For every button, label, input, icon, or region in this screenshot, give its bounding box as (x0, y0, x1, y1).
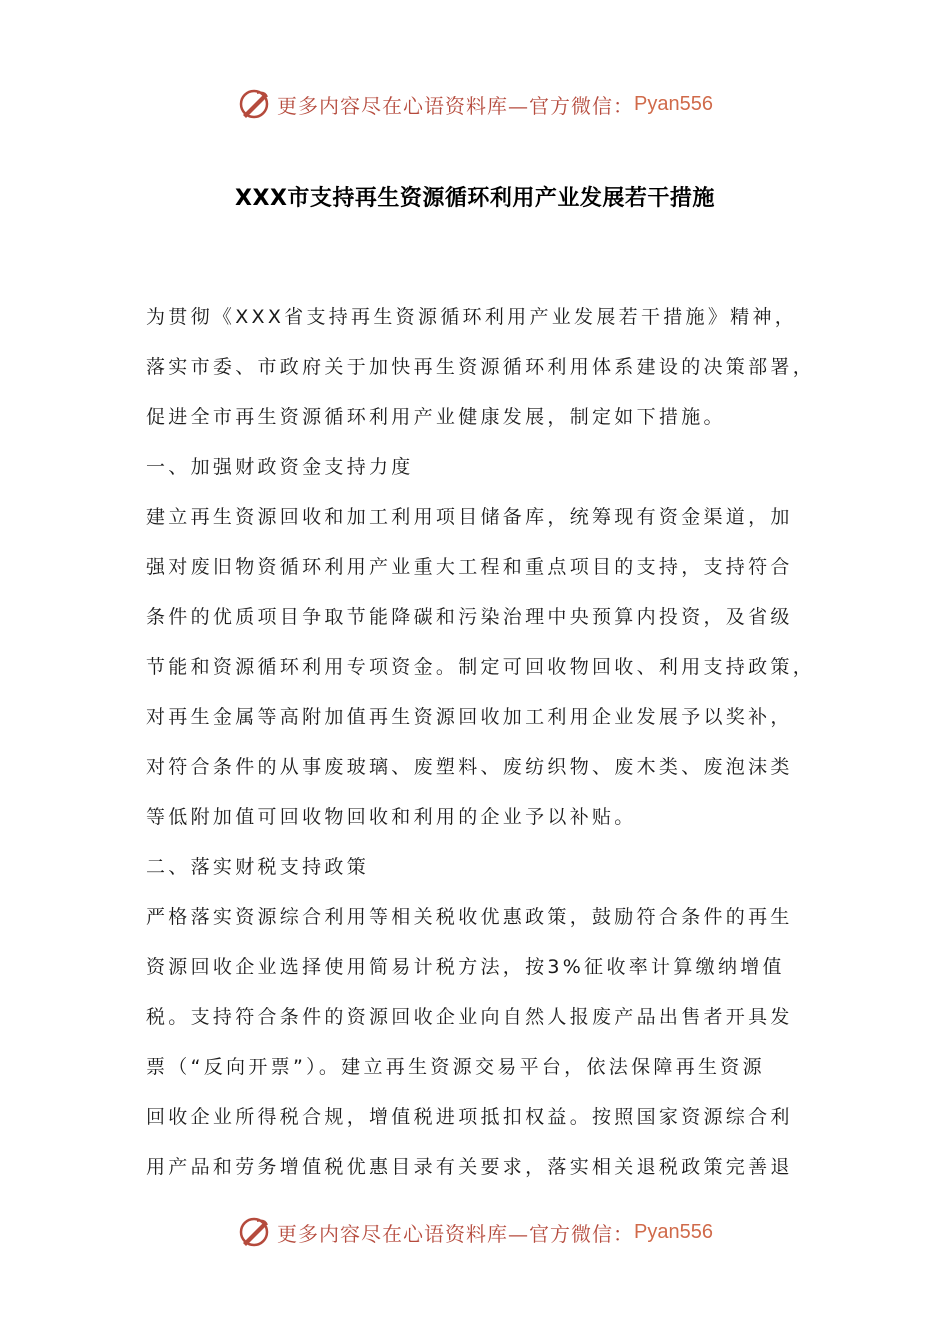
pen-logo-icon (237, 87, 271, 121)
paragraph-line: 票（“反向开票”）。建立再生资源交易平台，依法保障再生资源 (146, 1056, 765, 1078)
paragraph-line: 落实市委、市政府关于加快再生资源循环利用体系建设的决策部署， (146, 356, 816, 378)
paragraph-line: 促进全市再生资源循环利用产业健康发展，制定如下措施。 (146, 406, 726, 428)
paragraph-line: 资源回收企业选择使用简易计税方法，按3%征收率计算缴纳增值 (146, 956, 785, 978)
section-heading: 一、加强财政资金支持力度 (146, 456, 414, 478)
footer-watermark-banner (0, 1212, 950, 1252)
paragraph-line: 条件的优质项目争取节能降碳和污染治理中央预算内投资，及省级 (146, 606, 793, 628)
banner-text: 更多内容尽在心语资料库—官方微信： (277, 1221, 635, 1246)
paragraph-line: 等低附加值可回收物回收和利用的企业予以补贴。 (146, 806, 637, 828)
banner-wechat-id: Pyan556 (634, 1220, 713, 1243)
banner-text: 更多内容尽在心语资料库—官方微信： (277, 93, 635, 118)
header-watermark-banner (0, 84, 950, 124)
paragraph-line: 对符合条件的从事废玻璃、废塑料、废纺织物、废木类、废泡沫类 (146, 756, 793, 778)
paragraph-line: 用产品和劳务增值税优惠目录有关要求，落实相关退税政策完善退 (146, 1156, 793, 1178)
section-heading: 二、落实财税支持政策 (146, 856, 370, 878)
paragraph-line: 严格落实资源综合利用等相关税收优惠政策，鼓励符合条件的再生 (146, 906, 793, 928)
document-title: XXX市支持再生资源循环利用产业发展若干措施 (235, 186, 715, 211)
paragraph-line: 回收企业所得税合规，增值税进项抵扣权益。按照国家资源综合利 (146, 1106, 793, 1128)
paragraph-line: 建立再生资源回收和加工利用项目储备库，统筹现有资金渠道，加 (146, 506, 793, 528)
paragraph-line: 对再生金属等高附加值再生资源回收加工利用企业发展予以奖补， (146, 706, 793, 728)
paragraph-line: 节能和资源循环利用专项资金。制定可回收物回收、利用支持政策， (146, 656, 816, 678)
paragraph-line: 强对废旧物资循环利用产业重大工程和重点项目的支持，支持符合 (146, 556, 793, 578)
document-body (146, 300, 826, 1200)
paragraph-line: 税。支持符合条件的资源回收企业向自然人报废产品出售者开具发 (146, 1006, 793, 1028)
banner-wechat-id: Pyan556 (634, 92, 713, 115)
pen-logo-icon (237, 1215, 271, 1249)
paragraph-line: 为贯彻《XXX省支持再生资源循环利用产业发展若干措施》精神， (146, 306, 798, 328)
